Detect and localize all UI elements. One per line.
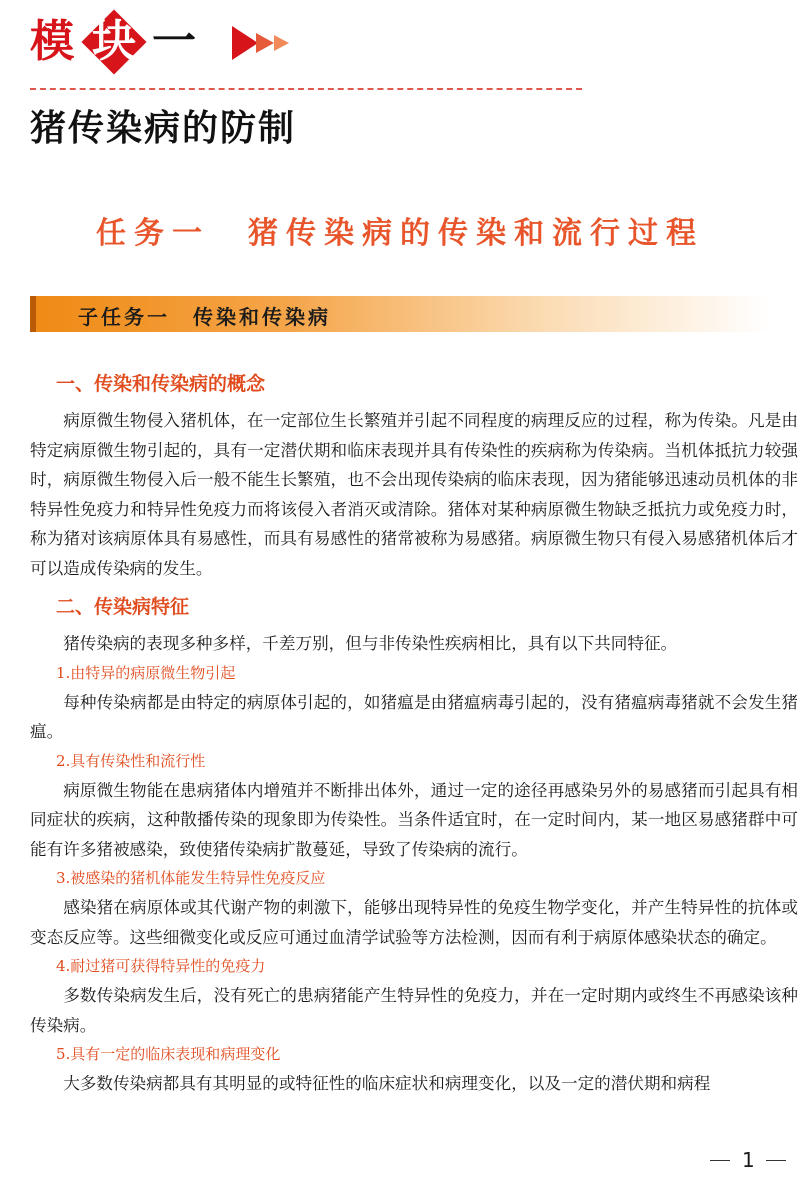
paragraph: 大多数传染病都具有其明显的或特征性的临床症状和病理变化，以及一定的潜伏期和病程 [63,1074,711,1093]
page-number-footer [700,1148,792,1172]
paragraph: 病原微生物侵入猪机体，在一定部位生长繁殖并引起不同程度的病理反应的过程，称为传染。凡是由特定病原微生物引起的，具有一定潜伏期和临床表现并具有传染性的疾病称为传染病。当机体抵抗力较强时，病原微生物侵入后一般不能生长繁殖，也不会出现传染病的临床表现，因为猪能够迅速动员机体的非特异性免疫力和特异性免疫力而将该侵入者消灭或清除。猪体对某种病原微生物缺乏抵抗力或免疫力时，称为猪对该病原体具有易感性，而具有易感性的猪常被称为易感猪。病原微生物只有侵入易感猪机体后才可以造成传染病的发生。 [30,411,798,578]
paragraph: 多数传染病发生后，没有死亡的患病猪能产生特异性的免疫力，并在一定时期内或终生不再感染该种传染病。 [30,986,798,1035]
module-char-1: 模 [30,16,74,67]
module-char-2: 块 [92,16,136,67]
item-heading: 4.耐过猪可获得特异性的免疫力 [56,957,266,975]
paragraph: 感染猪在病原体或其代谢产物的刺激下，能够出现特异性的免疫生物学变化，并产生特异性的抗体或变态反应等。这些细微变化或反应可通过血清学试验等方法检测，因而有利于病原体感染状态的确定。 [30,898,798,947]
paragraph: 每种传染病都是由特定的病原体引起的，如猪瘟是由猪瘟病毒引起的，没有猪瘟病毒猪就不会发生猪瘟。 [30,692,798,741]
task-title: 任务一 猪传染病的传染和流行过程 [96,216,704,251]
page-number: 1 [742,1148,755,1172]
subtask-accent [30,296,36,332]
subtask-banner [30,296,770,332]
module-char-3: 一 [152,16,196,67]
section-heading: 一、传染和传染病的概念 [56,373,266,395]
item-heading: 2.具有传染性和流行性 [56,751,206,770]
page-number-rule-right [766,1160,786,1161]
item-heading: 1.由特异的病原微生物引起 [56,663,236,682]
item-heading: 3.被感染的猪机体能发生特异性免疫反应 [56,869,326,887]
module-header [0,0,800,95]
section-heading: 二、传染病特征 [56,596,190,618]
header-divider [30,88,582,90]
paragraph: 猪传染病的表现多种多样，千差万别，但与非传染性疾病相比，具有以下共同特征。 [63,634,678,653]
subtask-title: 子任务一 传染和传染病 [78,305,331,329]
chapter-title: 猪传染病的防制 [30,108,297,149]
page-number-rule-left [710,1160,730,1161]
item-heading: 5.具有一定的临床表现和病理变化 [56,1045,281,1063]
main-content [30,366,798,1099]
paragraph: 病原微生物能在患病猪体内增殖并不断排出体外，通过一定的途径再感染另外的易感猪而引起具有相同症状的疾病，这种散播传染的现象即为传染性。当条件适宜时，在一定时间内，某一地区易感猪群中可能有许多猪被感染，致使猪传染病扩散蔓延，导致了传染病的流行。 [30,780,798,859]
